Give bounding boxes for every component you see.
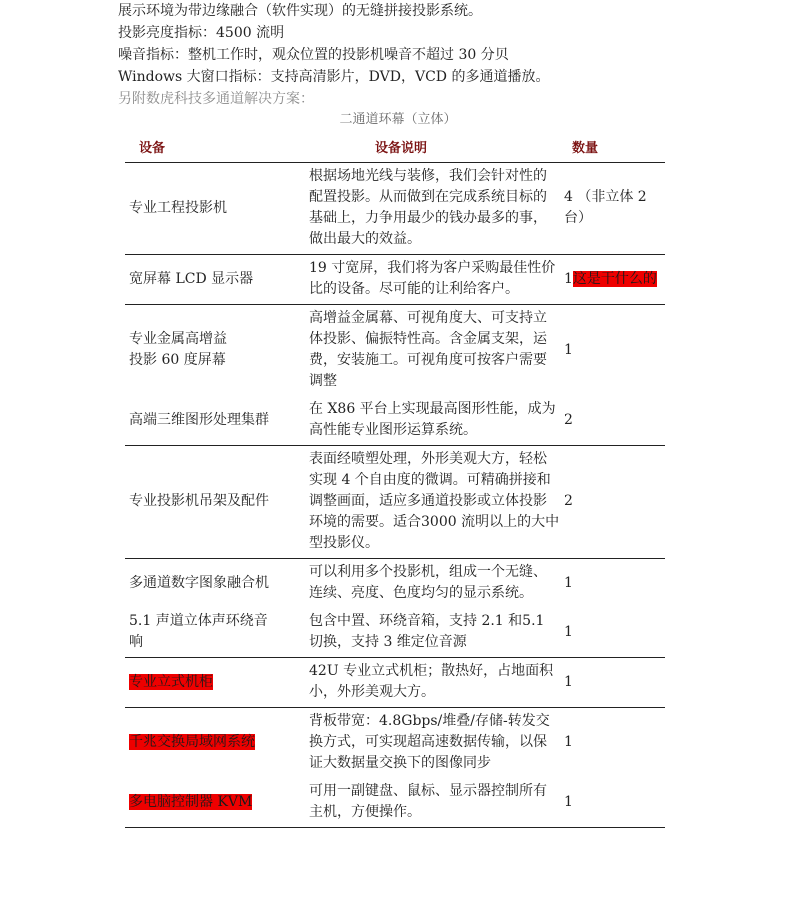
table-row (125, 778, 665, 828)
table-row (125, 255, 665, 305)
header-quantity: 数量 (562, 130, 665, 163)
device-description: 根据场地光线与装修，我们会针对性的配置投影。从而做到在完成系统目标的基础上，力争用最少的钱办最多的事，做出最大的效益。 (305, 163, 562, 255)
device-name-line: 专业金属高增益 (129, 331, 227, 347)
comment-highlight: 这是干什么的 (572, 270, 657, 287)
device-name: 专业工程投影机 (125, 163, 305, 255)
intro-line-environment: 展示环境为带边缘融合（软件实现）的无缝拼接投影系统。 (118, 3, 482, 19)
device-description: 在 X86 平台上实现最高图形性能，成为高性能专业图形运算系统。 (305, 396, 562, 446)
device-description: 可以利用多个投影机，组成一个无缝、连续、亮度、色度均匀的显示系统。 (309, 564, 547, 601)
device-name-highlighted: 多电脑控制器 KVM (129, 793, 253, 810)
intro-line-noise: 噪音指标：整机工作时，观众位置的投影机噪音不超过 30 分贝 (118, 47, 509, 63)
intro-line-brightness: 投影亮度指标：4500 流明 (118, 25, 285, 41)
device-name: 高端三维图形处理集群 (125, 396, 305, 446)
table-row (125, 608, 665, 658)
intro-line-solution: 另附数虎科技多通道解决方案： (118, 91, 314, 107)
device-description: 包含中置、环绕音箱，支持 2.1 和5.1 切换，支持 3 维定位音源 (305, 608, 562, 658)
device-description: 表面经喷塑处理，外形美观大方，轻松实现 4 个自由度的微调。可精确拼接和调整画面，适应多通道投影或立体投影环境的需要。适合3000 流明以上的大中型投影仪。 (305, 446, 562, 559)
equipment-table (125, 130, 665, 828)
table-row (125, 559, 665, 609)
table-header-row (125, 130, 665, 163)
device-name: 多通道数字图象融合机 (129, 574, 269, 591)
device-description: 可用一副键盘、鼠标、显示器控制所有主机，方便操作。 (305, 778, 562, 828)
header-device: 设备 (125, 130, 305, 163)
device-quantity: 1 (564, 341, 573, 358)
device-quantity: 1 (562, 608, 665, 658)
table-row (125, 658, 665, 708)
device-name-cell (125, 778, 305, 828)
device-quantity: 1 (564, 574, 573, 591)
device-name-highlighted: 千兆交换局域网系统 (129, 734, 255, 750)
device-description: 高增益金属幕、可视角度大、可支持立体投影、偏振特性高。含金属支架，运费，安装施工。可视角度可按客户需要调整 (309, 310, 547, 389)
table-caption: 二通道环幕（立体） (339, 112, 457, 127)
device-name-line: 5.1 声道立体声环绕音 (129, 613, 268, 629)
device-name: 宽屏幕 LCD 显示器 (125, 255, 305, 305)
intro-line-windows: Windows 大窗口指标：支持高清影片，DVD，VCD 的多通道播放。 (118, 69, 550, 85)
device-description: 42U 专业立式机柜；散热好，占地面积小，外形美观大方。 (305, 658, 562, 708)
device-name-cell (125, 658, 305, 708)
table-row (125, 305, 665, 397)
intro-text (118, 0, 778, 110)
device-quantity-cell (562, 255, 665, 305)
device-quantity: 1 (562, 778, 665, 828)
device-name: 专业投影机吊架及配件 (125, 446, 305, 559)
device-quantity: 1 (562, 658, 665, 708)
table-row (125, 708, 665, 779)
device-description: 背板带宽：4.8Gbps/堆叠/存储-转发交换方式，可实现超高速数据传输，以保证大数据量交换下的图像同步 (309, 713, 550, 771)
device-quantity: 2 (562, 446, 665, 559)
device-description: 19 寸宽屏，我们将为客户采购最佳性价比的设备。尽可能的让利给客户。 (305, 255, 562, 305)
table-row (125, 446, 665, 559)
device-quantity: 2 (562, 396, 665, 446)
device-name-cell (125, 708, 305, 779)
device-name (125, 608, 305, 658)
device-quantity: 4 （非立体 2 台） (562, 163, 665, 255)
table-row (125, 163, 665, 255)
device-name-line: 响 (129, 634, 143, 650)
device-name-highlighted: 专业立式机柜 (129, 673, 213, 690)
table-row (125, 396, 665, 446)
device-name (125, 305, 305, 397)
device-name-line: 投影 60 度屏幕 (129, 352, 226, 368)
device-quantity: 1 (564, 270, 573, 287)
header-description: 设备说明 (305, 130, 562, 163)
device-quantity: 1 (564, 734, 573, 750)
